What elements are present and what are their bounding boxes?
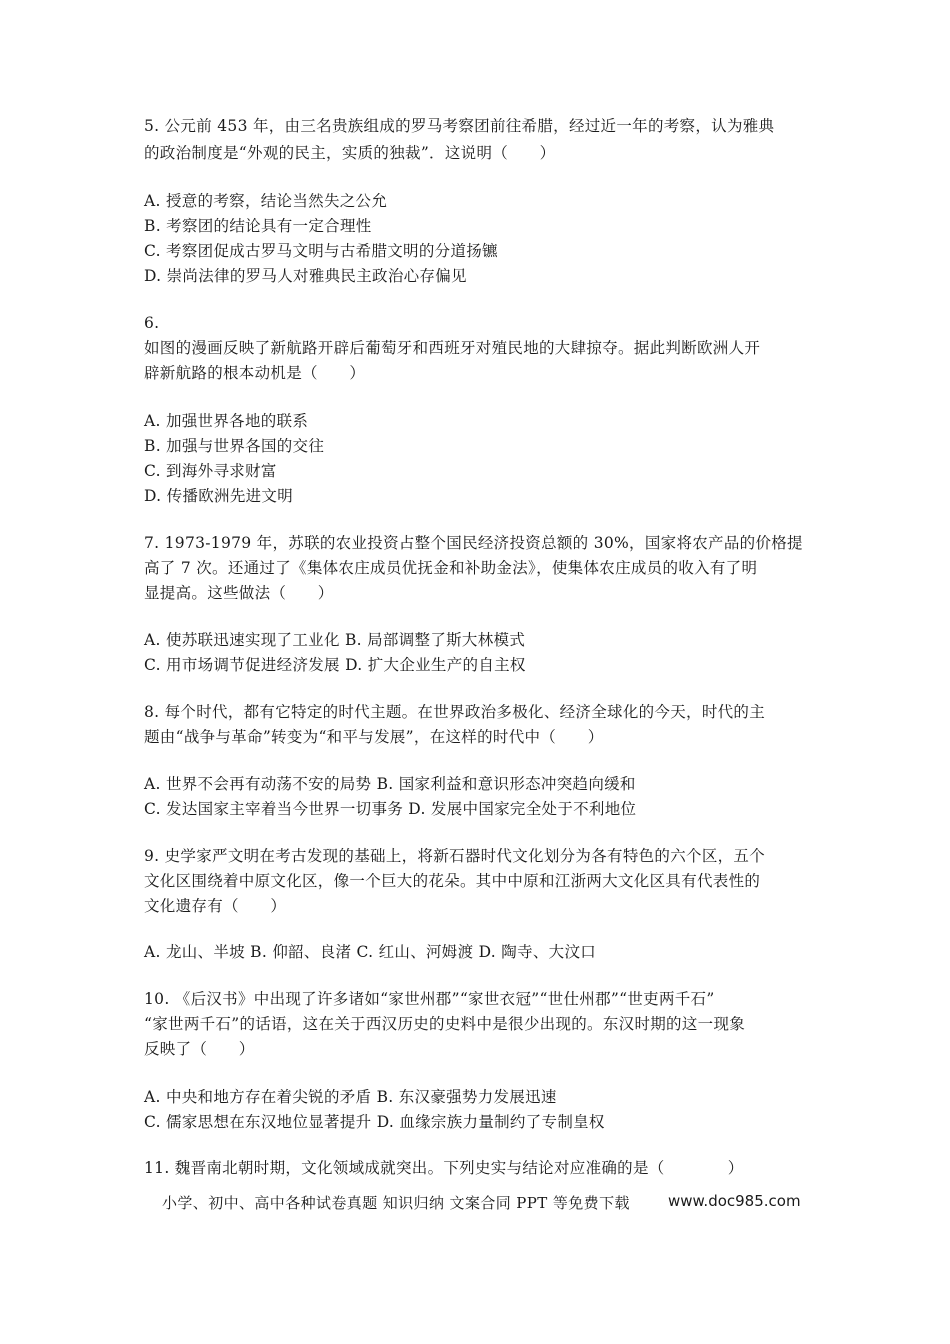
question-8-option: A. 世界不会再有动荡不安的局势 B. 国家利益和意识形态冲突趋向缓和 — [144, 775, 636, 793]
question-6-option: D. 传播欧洲先进文明 — [144, 487, 294, 505]
question-9-stem-line: 9. 史学家严文明在考古发现的基础上，将新石器时代文化划分为各有特色的六个区，五个 — [144, 847, 766, 865]
question-9-option: A. 龙山、半坡 B. 仰韶、良渚 C. 红山、河姆渡 D. 陶寺、大汶口 — [144, 943, 597, 961]
question-5-stem-line: 5. 公元前 453 年，由三名贵族组成的罗马考察团前往希腊，经过近一年的考察，认为雅典 — [144, 117, 775, 135]
question-7-stem-line: 显提高。这些做法（ ） — [144, 584, 334, 602]
question-6-stem-line: 如图的漫画反映了新航路开辟后葡萄牙和西班牙对殖民地的大肆掠夺。据此判断欧洲人开 — [144, 339, 761, 357]
question-7-option: C. 用市场调节促进经济发展 D. 扩大企业生产的自主权 — [144, 656, 526, 674]
question-6-stem-line: 辟新航路的根本动机是（ ） — [144, 364, 366, 382]
question-10-stem-line: 10. 《后汉书》中出现了许多诸如“家世州郡”“家世衣冠”“世仕州郡”“世吏两千石” — [144, 990, 715, 1008]
question-7-stem-line: 高了 7 次。还通过了《集体农庄成员优抚金和补助金法》，使集体农庄成员的收入有了明 — [144, 559, 758, 577]
question-5-option: B. 考察团的结论具有一定合理性 — [144, 217, 372, 235]
question-9-stem-line: 文化遗存有（ ） — [144, 897, 287, 915]
question-5-stem-line: 的政治制度是“外观的民主，实质的独裁”．这说明（ ） — [144, 144, 556, 162]
question-5-option: D. 崇尚法律的罗马人对雅典民主政治心存偏见 — [144, 267, 467, 285]
question-7-option: A. 使苏联迅速实现了工业化 B. 局部调整了斯大林模式 — [144, 631, 526, 649]
question-11-stem-line: 11. 魏晋南北朝时期，文化领域成就突出。下列史实与结论对应准确的是（ ） — [144, 1159, 744, 1177]
question-8-option: C. 发达国家主宰着当今世界一切事务 D. 发展中国家完全处于不利地位 — [144, 800, 637, 818]
footer-url: www.doc985.com — [668, 1192, 801, 1210]
footer-text: 小学、初中、高中各种试卷真题 知识归纳 文案合同 PPT 等免费下载 — [162, 1194, 630, 1212]
question-6-stem-line: 6. — [144, 314, 160, 332]
question-6-option: B. 加强与世界各国的交往 — [144, 437, 325, 455]
question-7-stem-line: 7. 1973-1979 年，苏联的农业投资占整个国民经济投资总额的 30%，国家将农产品的价格提 — [144, 534, 803, 552]
question-6-option: A. 加强世界各地的联系 — [144, 412, 309, 430]
question-9-stem-line: 文化区围绕着中原文化区，像一个巨大的花朵。其中中原和江浙两大文化区具有代表性的 — [144, 872, 761, 890]
question-10-stem-line: “家世两千石”的话语，这在关于西汉历史的史料中是很少出现的。东汉时期的这一现象 — [144, 1015, 746, 1033]
question-8-stem-line: 题由“战争与革命”转变为“和平与发展”，在这样的时代中（ ） — [144, 728, 604, 746]
question-10-stem-line: 反映了（ ） — [144, 1040, 255, 1058]
question-5-option: C. 考察团促成古罗马文明与古希腊文明的分道扬镳 — [144, 242, 498, 260]
question-8-stem-line: 8. 每个时代，都有它特定的时代主题。在世界政治多极化、经济全球化的今天，时代的主 — [144, 703, 766, 721]
question-5-option: A. 授意的考察，结论当然失之公允 — [144, 192, 388, 210]
question-10-option: C. 儒家思想在东汉地位显著提升 D. 血缘宗族力量制约了专制皇权 — [144, 1113, 605, 1131]
question-6-option: C. 到海外寻求财富 — [144, 462, 277, 480]
question-10-option: A. 中央和地方存在着尖锐的矛盾 B. 东汉豪强势力发展迅速 — [144, 1088, 557, 1106]
